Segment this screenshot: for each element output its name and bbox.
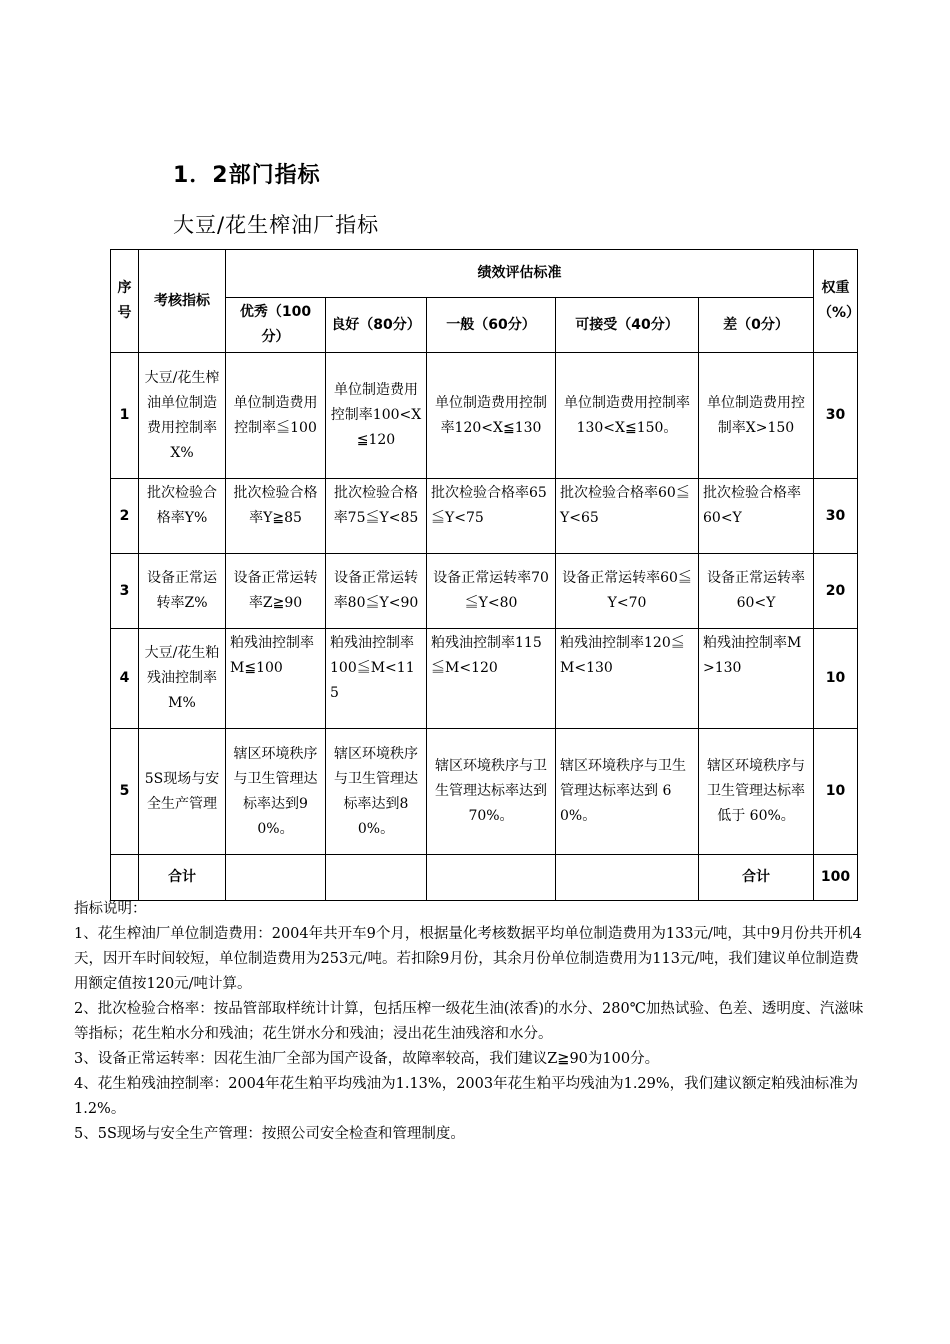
table-row <box>111 353 858 479</box>
cell-average: 设备正常运转率70≦Y<80 <box>427 554 556 629</box>
cell-good: 单位制造费用控制率100<X≦120 <box>326 353 427 479</box>
row-weight: 30 <box>814 353 858 479</box>
total-weight: 100 <box>814 855 858 901</box>
table-row <box>111 554 858 629</box>
cell-poor: 批次检验合格率60<Y <box>699 479 814 554</box>
level-average: 一般（60分） <box>427 298 556 353</box>
cell-average: 辖区环境秩序与卫生管理达标率达到70%。 <box>427 729 556 855</box>
cell-acceptable: 设备正常运转率60≦Y<70 <box>556 554 699 629</box>
cell-good: 粕残油控制率100≦M<115 <box>326 629 427 729</box>
table-row <box>111 479 858 554</box>
table-row <box>111 629 858 729</box>
total-empty-4 <box>556 855 699 901</box>
note-item: 4、花生粕残油控制率：2004年花生粕平均残油为1.13%，2003年花生粕平均残油为1.29%，我们建议额定粕残油标准为1.2%。 <box>74 1076 859 1117</box>
cell-acceptable: 辖区环境秩序与卫生管理达标率达到 60%。 <box>556 729 699 855</box>
cell-excellent: 辖区环境秩序与卫生管理达标率达到90%。 <box>226 729 326 855</box>
cell-excellent: 粕残油控制率M≦100 <box>226 629 326 729</box>
header-indicator: 考核指标 <box>139 250 226 353</box>
section-heading: 1．2部门指标 <box>173 163 321 188</box>
total-index-empty <box>111 855 139 901</box>
row-index: 3 <box>111 554 139 629</box>
row-weight: 10 <box>814 629 858 729</box>
row-indicator: 大豆/花生榨油单位制造费用控制率X% <box>139 353 226 479</box>
row-index: 5 <box>111 729 139 855</box>
note-item: 5、5S现场与安全生产管理：按照公司安全检查和管理制度。 <box>74 1126 465 1142</box>
total-empty-3 <box>427 855 556 901</box>
header-weight: 权重（%） <box>814 250 858 353</box>
header-standard: 绩效评估标准 <box>226 250 814 298</box>
cell-excellent: 批次检验合格率Y≧85 <box>226 479 326 554</box>
row-weight: 20 <box>814 554 858 629</box>
total-label: 合计 <box>139 855 226 901</box>
row-weight: 30 <box>814 479 858 554</box>
total-label-right: 合计 <box>699 855 814 901</box>
cell-poor: 设备正常运转率60<Y <box>699 554 814 629</box>
cell-poor: 辖区环境秩序与卫生管理达标率低于 60%。 <box>699 729 814 855</box>
total-empty-1 <box>226 855 326 901</box>
header-index: 序号 <box>111 250 139 353</box>
cell-poor: 粕残油控制率M>130 <box>699 629 814 729</box>
note-item: 2、批次检验合格率：按品管部取样统计计算，包括压榨一级花生油(浓香)的水分、280℃加热试验、色差、透明度、汽滋味等指标；花生粕水分和残油；花生饼水分和残油；浸出花生油残溶和水分。 <box>74 1001 864 1042</box>
total-row <box>111 855 858 901</box>
cell-acceptable: 批次检验合格率60≦Y<65 <box>556 479 699 554</box>
cell-excellent: 单位制造费用控制率≦100 <box>226 353 326 479</box>
note-item: 1、花生榨油厂单位制造费用：2004年共开车9个月，根据量化考核数据平均单位制造费用为133元/吨，其中9月份共开机4天，因开车时间较短，单位制造费用为253元/吨。若扣除9月份，其余月份单位制造费用为113元/吨，我们建议单位制造费用额定值按120元/吨计算。 <box>74 926 862 992</box>
indicator-table <box>110 249 861 901</box>
total-empty-2 <box>326 855 427 901</box>
level-good: 良好（80分） <box>326 298 427 353</box>
level-acceptable: 可接受（40分） <box>556 298 699 353</box>
cell-excellent: 设备正常运转率Z≧90 <box>226 554 326 629</box>
cell-good: 批次检验合格率75≦Y<85 <box>326 479 427 554</box>
cell-acceptable: 粕残油控制率120≦M<130 <box>556 629 699 729</box>
row-indicator: 设备正常运转率Z% <box>139 554 226 629</box>
cell-average: 单位制造费用控制率120<X≦130 <box>427 353 556 479</box>
table-row <box>111 729 858 855</box>
cell-acceptable: 单位制造费用控制率130<X≦150。 <box>556 353 699 479</box>
table-title: 大豆/花生榨油厂指标 <box>173 213 380 237</box>
cell-average: 粕残油控制率115≦M<120 <box>427 629 556 729</box>
cell-good: 辖区环境秩序与卫生管理达标率达到80%。 <box>326 729 427 855</box>
row-indicator: 5S现场与安全生产管理 <box>139 729 226 855</box>
row-indicator: 大豆/花生粕残油控制率M% <box>139 629 226 729</box>
cell-poor: 单位制造费用控制率X>150 <box>699 353 814 479</box>
notes-title: 指标说明： <box>74 901 147 917</box>
cell-good: 设备正常运转率80≦Y<90 <box>326 554 427 629</box>
row-index: 4 <box>111 629 139 729</box>
level-poor: 差（0分） <box>699 298 814 353</box>
row-indicator: 批次检验合格率Y% <box>139 479 226 554</box>
notes <box>74 897 864 1147</box>
row-index: 1 <box>111 353 139 479</box>
row-index: 2 <box>111 479 139 554</box>
cell-average: 批次检验合格率65≦Y<75 <box>427 479 556 554</box>
level-excellent: 优秀（100分） <box>226 298 326 353</box>
note-item: 3、设备正常运转率：因花生油厂全部为国产设备，故障率较高，我们建议Z≧90为100分。 <box>74 1051 660 1067</box>
row-weight: 10 <box>814 729 858 855</box>
header-row <box>111 250 858 298</box>
